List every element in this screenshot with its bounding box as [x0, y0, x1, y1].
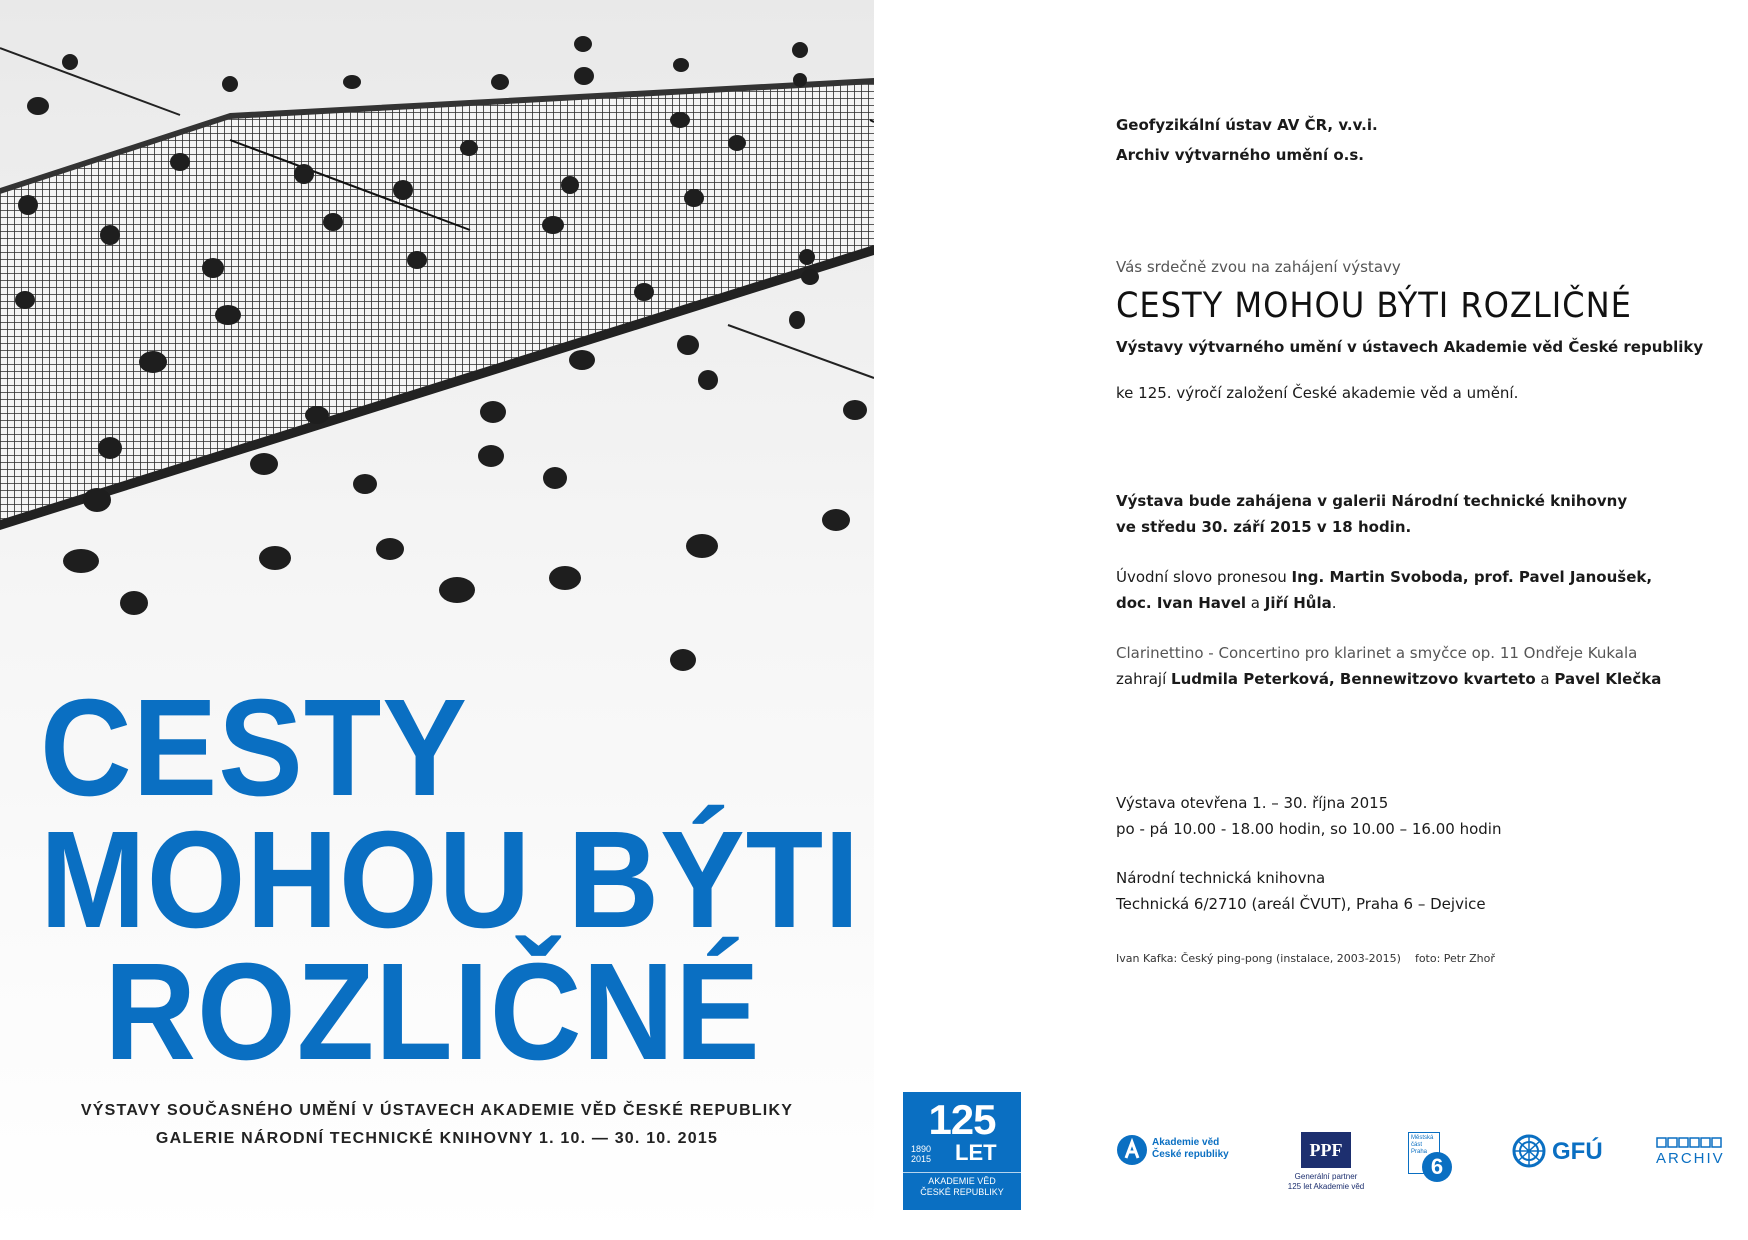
- speech-and: a: [1246, 594, 1265, 612]
- praha6-logo: [1408, 1132, 1468, 1192]
- gfu-logo: [1512, 1134, 1622, 1174]
- poster-title-line-2: MOHOU BÝTI: [40, 803, 861, 957]
- speech-names-2a: doc. Ivan Havel: [1116, 594, 1247, 612]
- music-line-2: [1116, 670, 1661, 688]
- music-prefix: zahrají: [1116, 670, 1172, 688]
- archiv-squares-icon: [1656, 1137, 1726, 1149]
- ppf-logo: [1276, 1132, 1396, 1212]
- music-names-1: Ludmila Peterková, Bennewitzovo kvarteto: [1171, 670, 1536, 688]
- ppf-caption-line-1: Generální partner: [1294, 1172, 1358, 1181]
- badge-years: [911, 1144, 931, 1164]
- poster-subtitle-block: [0, 1102, 874, 1158]
- speech-line-2: [1116, 594, 1337, 612]
- photo-caption: Ivan Kafka: Český ping-pong (instalace, 2003-2015) foto: Petr Zhoř: [1116, 952, 1495, 965]
- praha6-line-2: část: [1411, 1142, 1423, 1148]
- gfu-text: GFÚ: [1552, 1138, 1603, 1165]
- organizer-1: Geofyzikální ústav AV ČR, v.v.i.: [1116, 116, 1378, 134]
- ppf-mark: PPF: [1301, 1132, 1351, 1168]
- akademie-text: [1152, 1137, 1229, 1161]
- badge-academy: [903, 1172, 1021, 1198]
- archiv-text: ARCHIV: [1656, 1150, 1725, 1167]
- anniversary-125-badge: [903, 1092, 1021, 1210]
- music-line-1: Clarinettino - Concertino pro klarinet a smyčce op. 11 Ondřeje Kukala: [1116, 644, 1638, 662]
- akademie-emblem-icon: [1116, 1134, 1148, 1166]
- anniversary-line: ke 125. výročí založení České akademie věd a umění.: [1116, 384, 1519, 402]
- poster-title: [40, 671, 861, 1089]
- invitation-subtitle: Výstavy výtvarného umění v ústavech Akademie věd České republiky: [1116, 338, 1704, 356]
- invitation-title: CESTY MOHOU BÝTI ROZLIČNÉ: [1116, 286, 1632, 326]
- badge-number: 125: [928, 1096, 996, 1143]
- poster-subtitle: VÝSTAVY SOUČASNÉHO UMĚNÍ V ÚSTAVECH AKADEMIE VĚD ČESKÉ REPUBLIKY: [80, 1102, 794, 1119]
- badge-let: LET: [955, 1140, 997, 1165]
- badge-year-start: 1890: [911, 1144, 932, 1154]
- akademie-ved-logo: [1116, 1134, 1236, 1174]
- speech-names-1: Ing. Martin Svoboda, prof. Pavel Janoušek,: [1291, 568, 1653, 586]
- open-hours: po - pá 10.00 - 18.00 hodin, so 10.00 – 16.00 hodin: [1116, 820, 1502, 838]
- speech-prefix: Úvodní slovo pronesou: [1116, 568, 1292, 586]
- opening-line-1: Výstava bude zahájena v galerii Národní technické knihovny: [1116, 492, 1628, 510]
- badge-academy-line-2: ČESKÉ REPUBLIKY: [920, 1187, 1004, 1197]
- badge-academy-line-1: AKADEMIE VĚD: [928, 1176, 996, 1186]
- partner-logos: [1116, 1120, 1736, 1210]
- venue-name: Národní technická knihovna: [1116, 869, 1326, 887]
- poster-gallery-dates: GALERIE NÁRODNÍ TECHNICKÉ KNIHOVNY 1. 10. — 30. 10. 2015: [155, 1130, 719, 1147]
- archiv-logo: [1656, 1136, 1736, 1176]
- ppf-caption: [1276, 1172, 1376, 1192]
- organizer-2: Archiv výtvarného umění o.s.: [1116, 146, 1364, 164]
- open-dates: Výstava otevřena 1. – 30. října 2015: [1116, 794, 1389, 812]
- music-names-2: Pavel Klečka: [1554, 670, 1662, 688]
- music-and: a: [1535, 670, 1555, 688]
- opening-line-2: ve středu 30. září 2015 v 18 hodin.: [1116, 518, 1412, 536]
- poster-title-line-3: ROZLIČNÉ: [104, 935, 761, 1089]
- invite-line: Vás srdečně zvou na zahájení výstavy: [1116, 258, 1401, 276]
- praha6-line-1: Městská: [1411, 1135, 1434, 1141]
- praha6-number: 6: [1422, 1152, 1452, 1182]
- ppf-caption-line-2: 125 let Akademie věd: [1287, 1182, 1365, 1191]
- akademie-line-2: České republiky: [1152, 1149, 1229, 1160]
- speech-names-2b: Jiří Hůla: [1264, 594, 1332, 612]
- badge-year-end: 2015: [911, 1154, 932, 1164]
- globe-icon: [1512, 1134, 1546, 1168]
- praha6-line-3: Praha: [1411, 1149, 1428, 1155]
- venue-address: Technická 6/2710 (areál ČVUT), Praha 6 – Dejvice: [1116, 895, 1486, 913]
- poster-title-line-1: CESTY: [40, 671, 468, 825]
- speech-end: .: [1331, 594, 1337, 612]
- speech-line-1: [1116, 568, 1652, 586]
- akademie-line-1: Akademie věd: [1152, 1137, 1220, 1148]
